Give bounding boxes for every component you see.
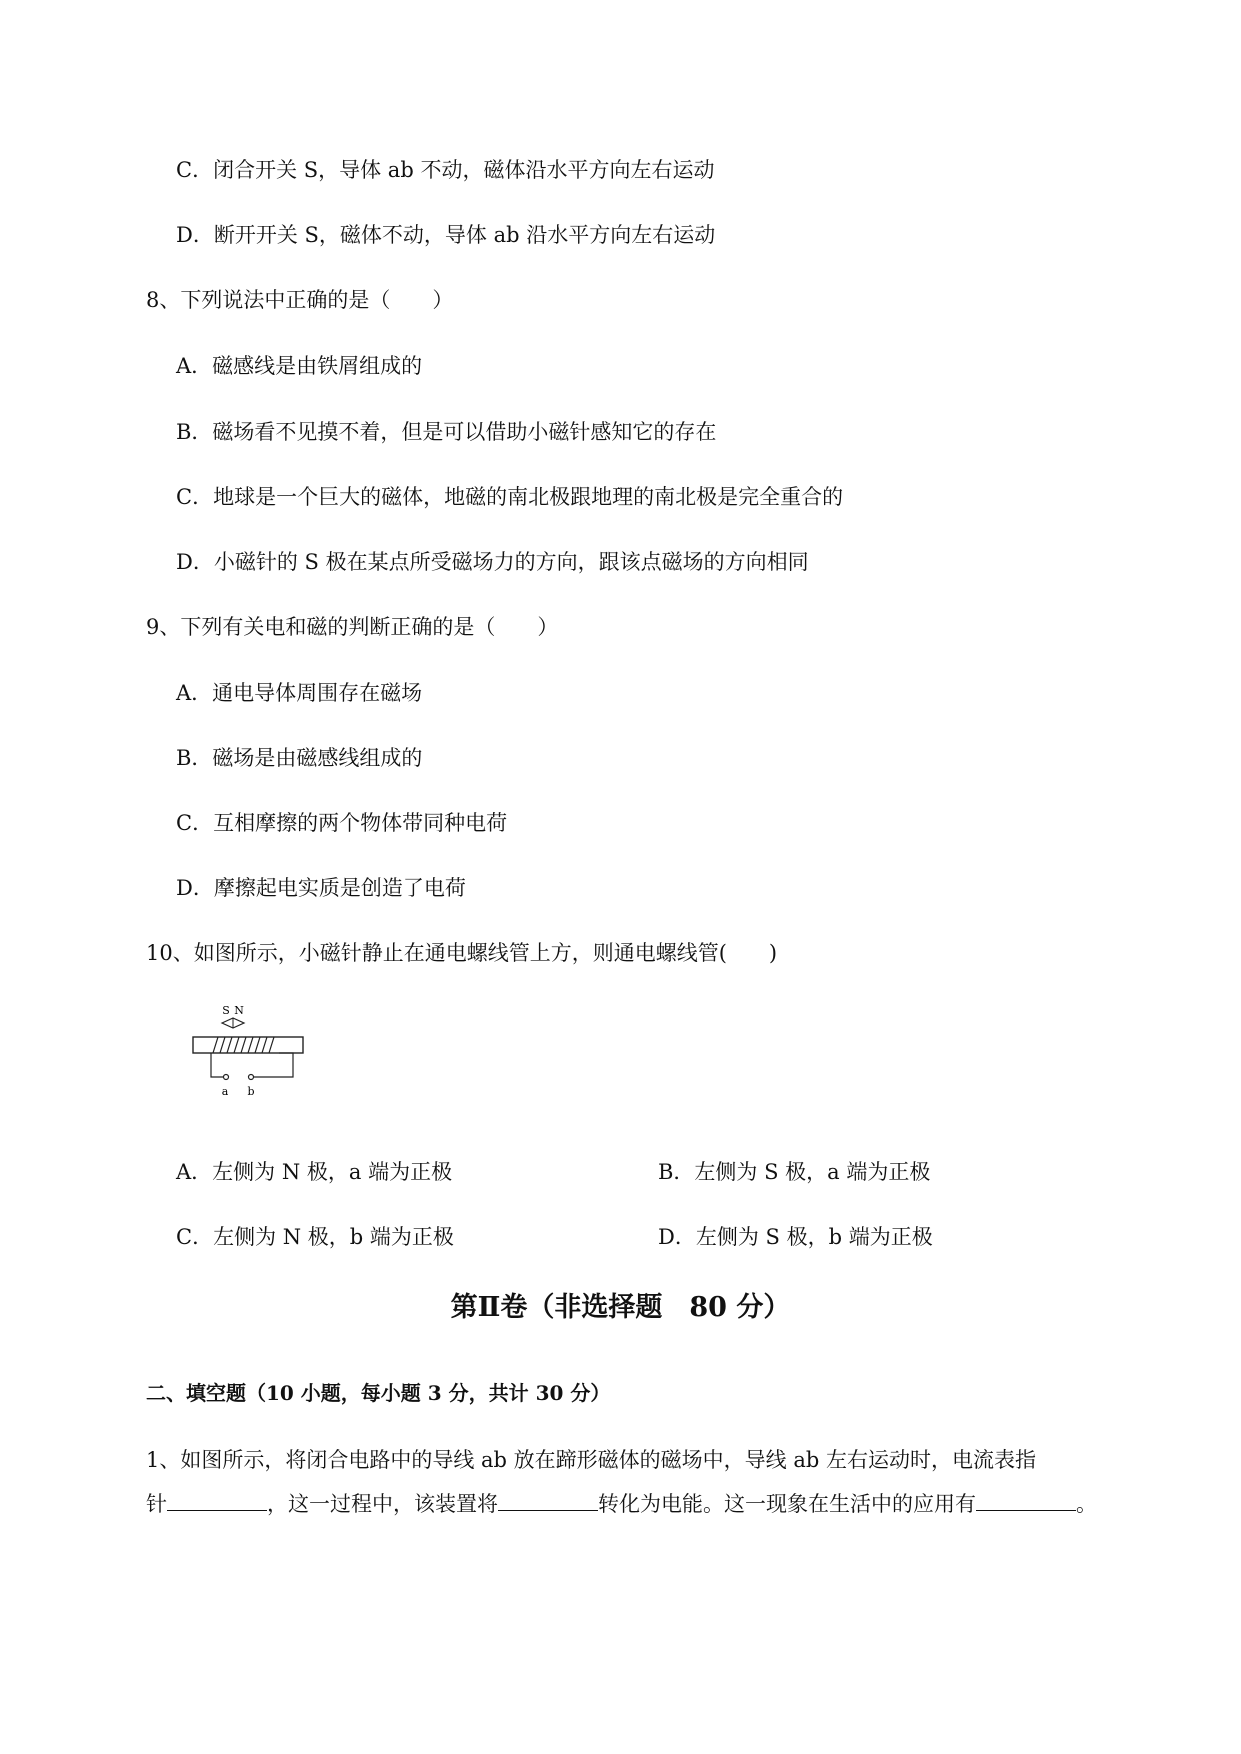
lead-a [211, 1053, 223, 1077]
terminal-a [224, 1075, 229, 1080]
fill1-text-3: 转化为电能。这一现象在生活中的应用有 [598, 1492, 976, 1516]
q8-option-d: D．小磁针的 S 极在某点所受磁场力的方向，跟该点磁场的方向相同 [176, 550, 809, 574]
q7-option-d: D．断开开关 S，磁体不动，导体 ab 沿水平方向左右运动 [176, 223, 716, 247]
q8-stem: 8、下列说法中正确的是（ ） [146, 288, 454, 312]
q9-option-b: B．磁场是由磁感线组成的 [176, 746, 423, 770]
fill1-line1: 1、如图所示，将闭合电路中的导线 ab 放在蹄形磁体的磁场中，导线 ab 左右运动时，电流表指 [146, 1448, 1036, 1472]
lead-b [254, 1053, 293, 1077]
fill1-blank-3[interactable] [976, 1488, 1076, 1511]
fill1-line2 [146, 1488, 1097, 1519]
q8-option-a: A．磁感线是由铁屑组成的 [176, 354, 423, 378]
q10-stem: 10、如图所示，小磁针静止在通电螺线管上方，则通电螺线管( ) [146, 941, 778, 965]
q9-stem: 9、下列有关电和磁的判断正确的是（ ） [146, 615, 559, 639]
section-subtitle: 二、填空题（10 小题，每小题 3 分，共计 30 分） [146, 1381, 611, 1405]
q10-option-b: B．左侧为 S 极，a 端为正极 [658, 1160, 931, 1184]
q9-option-c: C．互相摩擦的两个物体带同种电荷 [176, 811, 508, 835]
fill1-text-2: ，这一过程中，该装置将 [267, 1492, 498, 1516]
q8-option-c: C．地球是一个巨大的磁体，地磁的南北极跟地理的南北极是完全重合的 [176, 485, 844, 509]
fill1-blank-1[interactable] [167, 1488, 267, 1511]
q9-option-d: D．摩擦起电实质是创造了电荷 [176, 876, 466, 900]
q10-option-a: A．左侧为 N 极，a 端为正极 [176, 1160, 453, 1184]
q10-option-c: C．左侧为 N 极，b 端为正极 [176, 1225, 454, 1249]
terminal-b-label: b [247, 1085, 255, 1098]
solenoid-tube [193, 1037, 303, 1053]
q10-option-d: D．左侧为 S 极，b 端为正极 [658, 1225, 933, 1249]
q9-option-a: A．通电导体周围存在磁场 [176, 681, 423, 705]
solenoid-coil [213, 1037, 274, 1053]
section-title: 第Ⅱ卷（非选择题 80 分） [450, 1292, 791, 1323]
q7-option-c: C．闭合开关 S，导体 ab 不动，磁体沿水平方向左右运动 [176, 158, 715, 182]
q8-option-b: B．磁场看不见摸不着，但是可以借助小磁针感知它的存在 [176, 420, 717, 444]
fill1-blank-2[interactable] [498, 1488, 598, 1511]
terminal-b [249, 1075, 254, 1080]
fill1-text-1: 针 [146, 1492, 167, 1516]
terminal-a-label: a [221, 1085, 229, 1098]
needle-n-label: N [234, 1004, 244, 1017]
solenoid-figure [185, 1000, 315, 1105]
fill1-text-4: 。 [1076, 1492, 1097, 1516]
needle-s-label: S [222, 1004, 230, 1017]
